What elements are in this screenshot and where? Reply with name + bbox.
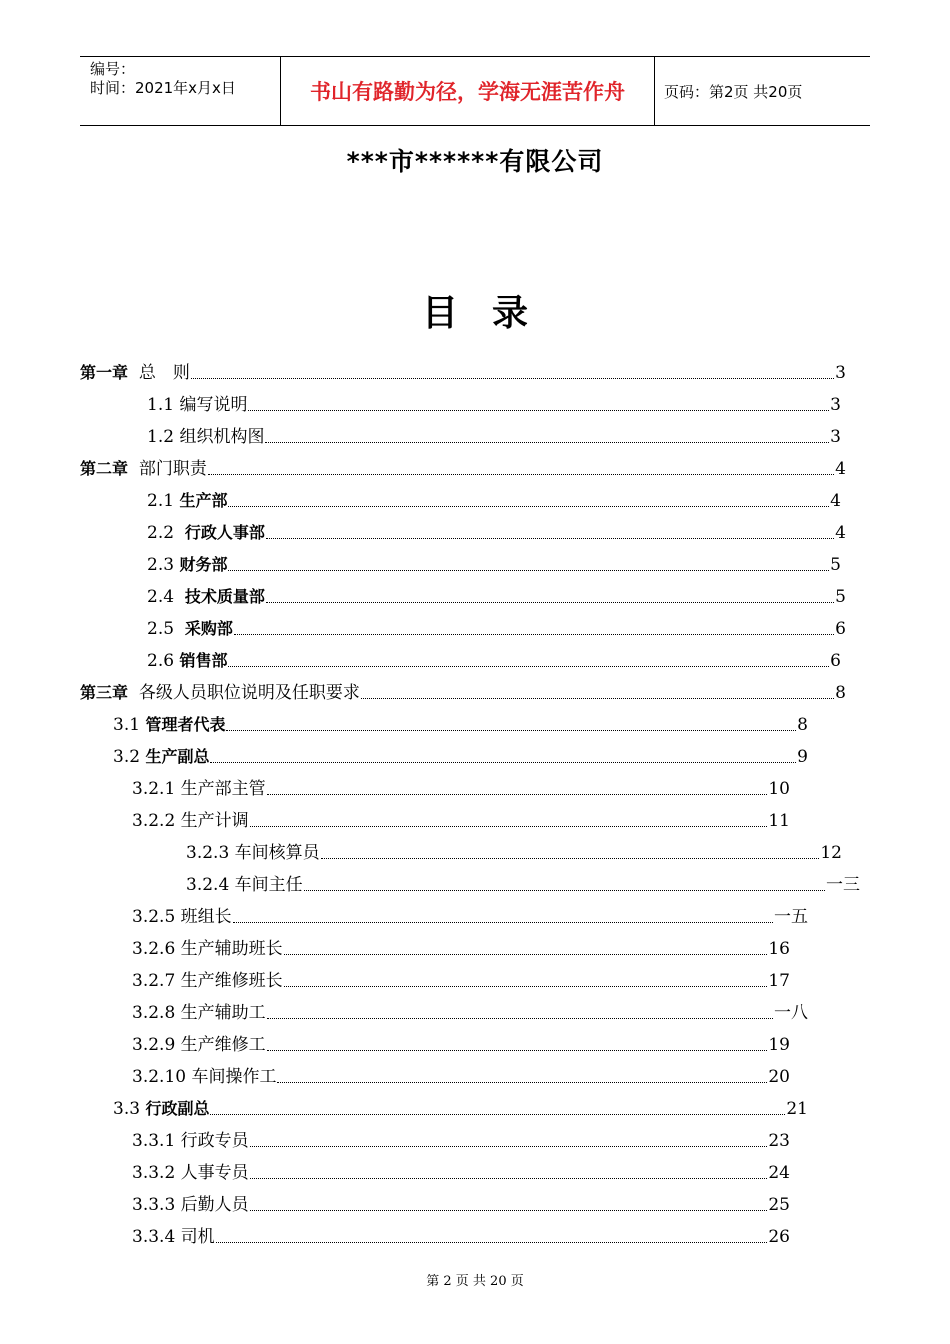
toc-entry[interactable] [132, 966, 790, 992]
toc-entry-page: 3 [830, 395, 841, 415]
toc-entry-number: 3.2.10 [132, 1067, 187, 1087]
toc-entry-number: 3.2.7 [132, 971, 176, 991]
toc-entry-page: 10 [768, 779, 790, 799]
toc-entry-number: 3.3.1 [132, 1131, 176, 1151]
toc-entry-number: 3.3 [113, 1099, 141, 1119]
toc-entry[interactable] [132, 1190, 790, 1216]
time-label: 时间：2021年x月x日 [90, 79, 236, 97]
toc-entry[interactable] [132, 902, 808, 928]
toc-entry-number: 2.2 [147, 523, 175, 543]
dot-leader [321, 858, 820, 859]
toc-entry-number: 第二章 [80, 459, 129, 478]
toc-entry[interactable] [132, 998, 808, 1024]
toc-entry-title: 车间操作工 [191, 1067, 277, 1087]
toc-entry-number: 3.2.1 [132, 779, 176, 799]
toc-entry[interactable] [113, 742, 808, 768]
toc-entry-title: 行政专员 [180, 1131, 249, 1151]
dot-leader [266, 538, 834, 539]
toc-entry-title: 部门职责 [138, 459, 207, 479]
toc-entry-page: 11 [768, 811, 790, 831]
dot-leader [210, 762, 796, 763]
toc-entry-number: 3.1 [113, 715, 141, 735]
toc-entry-page: 20 [768, 1067, 790, 1087]
toc-entry[interactable] [132, 1158, 790, 1184]
toc-entry[interactable] [113, 710, 808, 736]
toc-entry[interactable] [147, 422, 841, 448]
toc-entry[interactable] [147, 550, 841, 576]
toc-entry[interactable] [132, 1062, 790, 1088]
dot-leader [228, 506, 829, 507]
toc-entry-page: 8 [797, 715, 808, 735]
toc-entry-number: 2.3 [147, 555, 175, 575]
dot-leader [248, 410, 829, 411]
toc-entry-title: 车间核算员 [234, 843, 320, 863]
toc-entry-number: 1.2 [147, 427, 175, 447]
toc-entry-title: 各级人员职位说明及任职要求 [138, 683, 360, 703]
toc-entry-page: 23 [768, 1131, 790, 1151]
toc-entry-page: 4 [835, 523, 846, 543]
dot-leader [250, 826, 768, 827]
toc-entry[interactable] [80, 678, 846, 704]
number-label: 编号： [90, 60, 136, 78]
toc-entry[interactable] [132, 934, 790, 960]
toc-entry-number: 2.6 [147, 651, 175, 671]
toc-title: 目录 [421, 293, 562, 334]
toc-entry-title: 生产部 [179, 491, 228, 510]
toc-entry-page: 一八 [774, 1003, 808, 1023]
toc-entry-title: 财务部 [179, 555, 228, 574]
toc-entry-number: 3.2.5 [132, 907, 176, 927]
toc-entry-page: 5 [835, 587, 846, 607]
toc-entry[interactable] [132, 1126, 790, 1152]
toc-entry-title: 生产辅助工 [180, 1003, 266, 1023]
dot-leader [250, 1178, 768, 1179]
toc-entry-page: 6 [830, 651, 841, 671]
toc-entry[interactable] [147, 486, 841, 512]
dot-leader [233, 922, 773, 923]
toc-entry[interactable] [132, 774, 790, 800]
toc-entry-title: 采购部 [184, 619, 233, 638]
toc-entry-title: 车间主任 [234, 875, 303, 895]
dot-leader [265, 442, 829, 443]
header-meta [80, 57, 281, 125]
toc-entry-number: 3.2.3 [186, 843, 230, 863]
toc-entry-page: 19 [768, 1035, 790, 1055]
toc-entry-page: 4 [830, 491, 841, 511]
header-motto: 书山有路勤为径，学海无涯苦作舟 [281, 57, 655, 125]
toc-entry[interactable] [147, 518, 846, 544]
toc-entry-title: 人事专员 [180, 1163, 249, 1183]
toc-entry[interactable] [147, 582, 846, 608]
dot-leader [191, 378, 834, 379]
dot-leader [284, 954, 768, 955]
toc-entry[interactable] [147, 646, 841, 672]
toc-entry[interactable] [147, 614, 846, 640]
toc-entry[interactable] [113, 1094, 808, 1120]
dot-leader [267, 794, 768, 795]
toc-entry-title: 销售部 [179, 651, 228, 670]
toc-entry-title: 司机 [180, 1227, 215, 1247]
toc-entry-title: 后勤人员 [180, 1195, 249, 1215]
toc-entry[interactable] [186, 870, 860, 896]
toc-entry-title: 总 则 [138, 363, 190, 383]
company-name: ***市******有限公司 [346, 147, 604, 176]
toc-entry-page: 12 [820, 843, 842, 863]
toc-entry-title: 生产副总 [145, 747, 210, 766]
dot-leader [284, 986, 768, 987]
toc-entry-number: 第一章 [80, 363, 129, 382]
toc-entry-page: 3 [835, 363, 846, 383]
toc-entry-page: 16 [768, 939, 790, 959]
page-footer: 第 2 页 共 20 页 [426, 1274, 524, 1289]
toc-entry[interactable] [80, 358, 846, 384]
toc-entry-number: 3.3.3 [132, 1195, 176, 1215]
dot-leader [234, 634, 834, 635]
dot-leader [304, 890, 825, 891]
toc-entry[interactable] [186, 838, 842, 864]
dot-leader [228, 666, 829, 667]
toc-entry-title: 生产计调 [180, 811, 249, 831]
toc-entry-number: 3.3.4 [132, 1227, 176, 1247]
toc-entry-page: 5 [830, 555, 841, 575]
toc-entry-title: 生产维修班长 [180, 971, 283, 991]
dot-leader [266, 602, 834, 603]
toc-entry-title: 技术质量部 [184, 587, 265, 606]
toc-entry-number: 2.4 [147, 587, 175, 607]
toc-entry-number: 3.2.2 [132, 811, 176, 831]
toc-entry-title: 管理者代表 [145, 715, 226, 734]
toc-entry-number: 3.3.2 [132, 1163, 176, 1183]
toc-entry-number: 2.5 [147, 619, 175, 639]
dot-leader [361, 698, 834, 699]
toc-entry-number: 第三章 [80, 683, 129, 702]
dot-leader [277, 1082, 767, 1083]
toc-entry-page: 6 [835, 619, 846, 639]
toc-entry-title: 生产维修工 [180, 1035, 266, 1055]
toc-entry-title: 行政副总 [145, 1099, 210, 1118]
dot-leader [250, 1210, 768, 1211]
dot-leader [216, 1242, 768, 1243]
toc-entry-page: 4 [835, 459, 846, 479]
document-header [80, 56, 870, 126]
toc-entry[interactable] [132, 1030, 790, 1056]
toc-entry-page: 25 [768, 1195, 790, 1215]
toc-entry-number: 3.2.4 [186, 875, 230, 895]
toc-entry-title: 班组长 [180, 907, 232, 927]
toc-entry-page: 9 [797, 747, 808, 767]
dot-leader [208, 474, 834, 475]
toc-entry-page: 24 [768, 1163, 790, 1183]
toc-entry-number: 3.2.8 [132, 1003, 176, 1023]
header-page-info: 页码：第2页 共20页 [664, 82, 803, 101]
toc-entry-page: 26 [768, 1227, 790, 1247]
toc-entry-page: 8 [835, 683, 846, 703]
toc-entry-page: 一三 [826, 875, 860, 895]
dot-leader [226, 730, 796, 731]
toc-entry[interactable] [132, 1222, 790, 1248]
toc-entry-page: 一五 [774, 907, 808, 927]
toc-entry-number: 3.2.6 [132, 939, 176, 959]
toc-entry-page: 17 [768, 971, 790, 991]
dot-leader [210, 1114, 785, 1115]
toc-entry-title: 编写说明 [179, 395, 248, 415]
dot-leader [267, 1050, 768, 1051]
toc-entry-page: 21 [786, 1099, 808, 1119]
toc-entry-number: 2.1 [147, 491, 175, 511]
toc-entry-title: 生产辅助班长 [180, 939, 283, 959]
toc-entry-title: 行政人事部 [184, 523, 265, 542]
dot-leader [250, 1146, 768, 1147]
toc-entry-title: 组织机构图 [179, 427, 265, 447]
toc-entry-number: 3.2 [113, 747, 141, 767]
toc-entry-number: 3.2.9 [132, 1035, 176, 1055]
dot-leader [267, 1018, 773, 1019]
toc-entry-number: 1.1 [147, 395, 175, 415]
dot-leader [228, 570, 829, 571]
toc-entry[interactable] [132, 806, 790, 832]
toc-entry-page: 3 [830, 427, 841, 447]
toc-entry[interactable] [147, 390, 841, 416]
toc-entry[interactable] [80, 454, 846, 480]
toc-entry-title: 生产部主管 [180, 779, 266, 799]
